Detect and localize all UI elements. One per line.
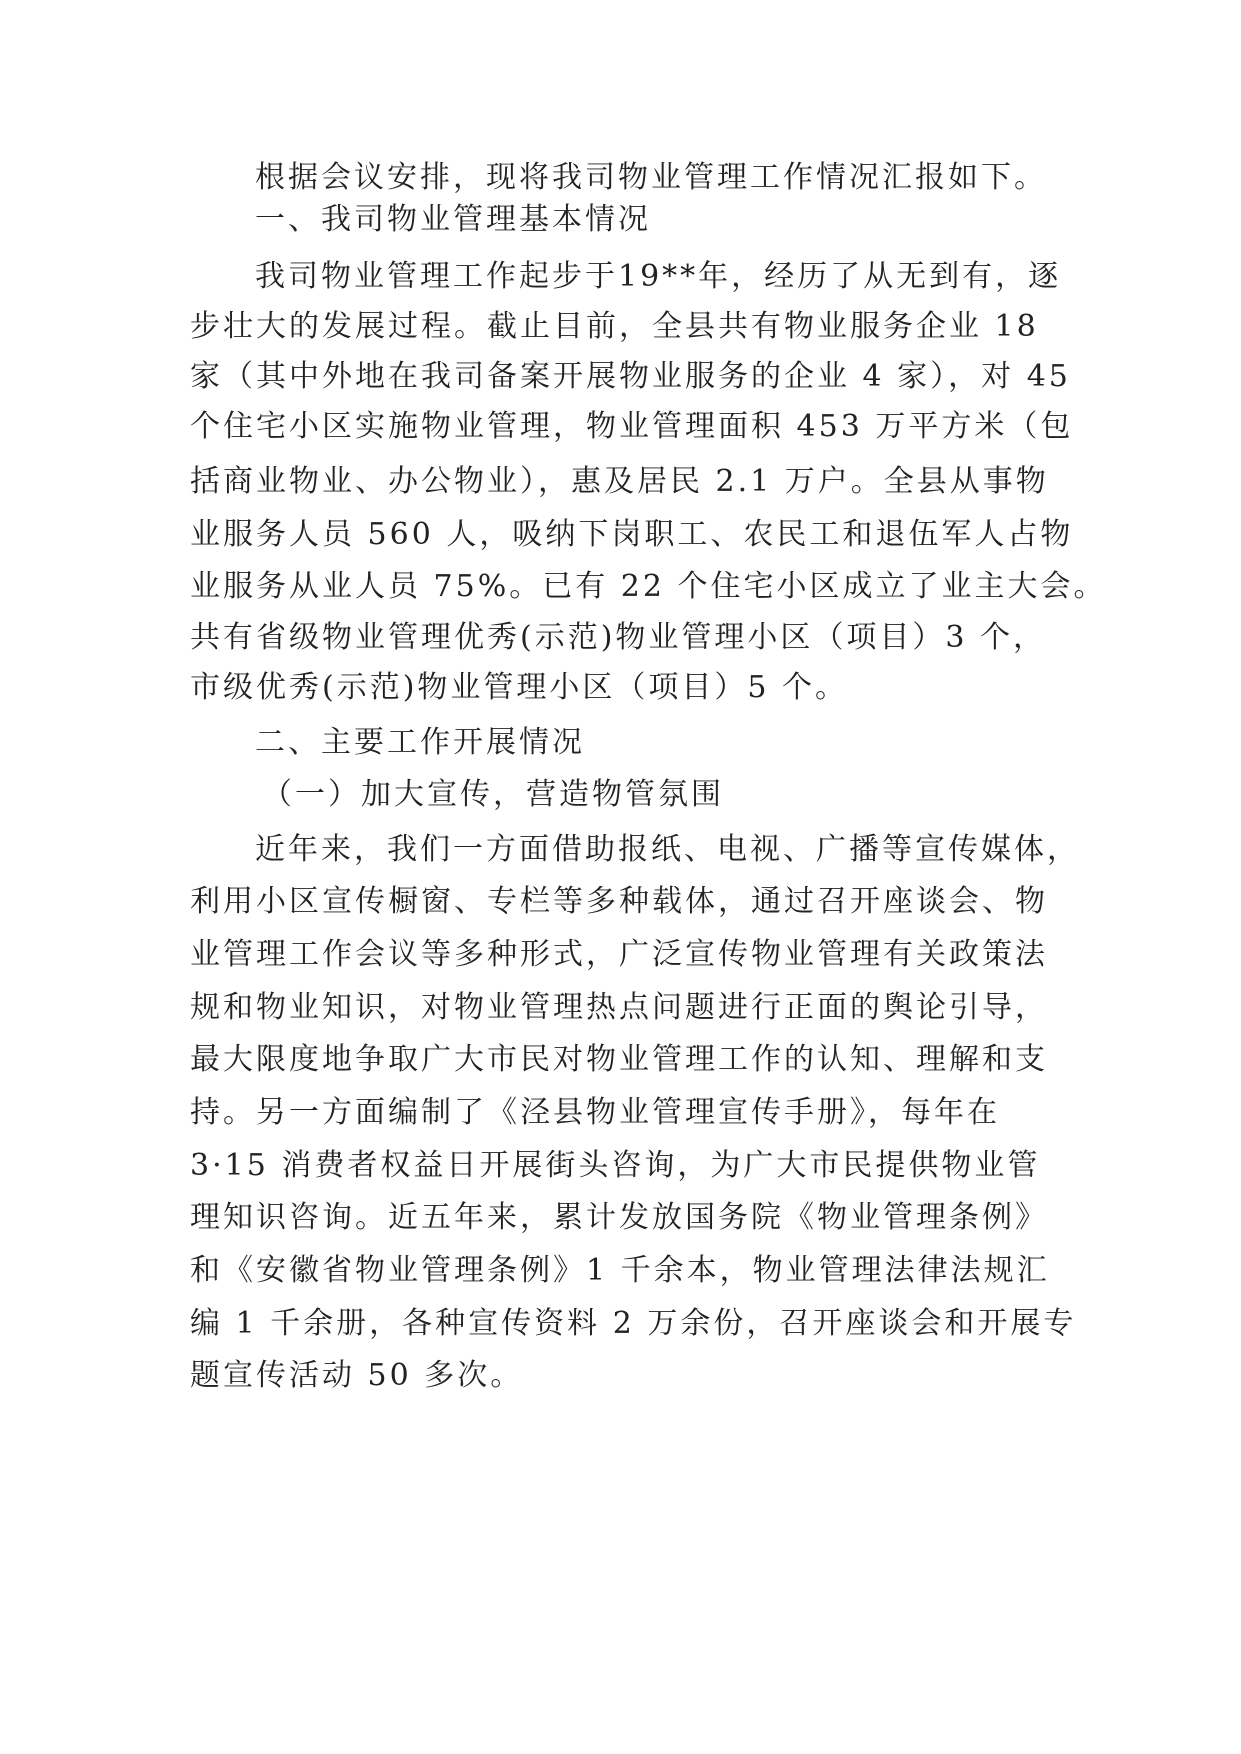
paragraph-line: 持。另一方面编制了《泾县物业管理宣传手册》，每年在 [190, 1095, 1000, 1130]
paragraph-line: 家（其中外地在我司备案开展物业服务的企业 4 家），对 45 [190, 359, 1071, 394]
paragraph-line: 市级优秀(示范)物业管理小区（项目）5 个。 [190, 670, 849, 705]
paragraph-line: 业服务从业人员 75%。已有 22 个住宅小区成立了业主大会。 [190, 569, 1107, 604]
paragraph-line: 规和物业知识，对物业管理热点问题进行正面的舆论引导， [190, 990, 1048, 1025]
paragraph-line: 共有省级物业管理优秀(示范)物业管理小区（项目）3 个， [190, 620, 1047, 655]
section-heading-2: 二、主要工作开展情况 [255, 725, 585, 760]
paragraph-line: 3·15 消费者权益日开展街头咨询，为广大市民提供物业管 [190, 1148, 1041, 1183]
paragraph-line: 和《安徽省物业管理条例》1 千余本，物业管理法律法规汇 [190, 1253, 1050, 1288]
paragraph-line: 个住宅小区实施物业管理，物业管理面积 453 万平方米（包 [190, 409, 1074, 444]
subsection-heading-1: （一）加大宣传，营造物管氛围 [262, 777, 724, 812]
intro-paragraph: 根据会议安排，现将我司物业管理工作情况汇报如下。 [255, 160, 1047, 195]
paragraph-line: 最大限度地争取广大市民对物业管理工作的认知、理解和支 [190, 1042, 1048, 1077]
paragraph-line: 编 1 千余册，各种宣传资料 2 万余份，召开座谈会和开展专 [190, 1306, 1077, 1341]
paragraph-line: 利用小区宣传橱窗、专栏等多种载体，通过召开座谈会、物 [190, 884, 1048, 919]
section-heading-1: 一、我司物业管理基本情况 [255, 202, 651, 237]
paragraph-line: 业管理工作会议等多种形式，广泛宣传物业管理有关政策法 [190, 937, 1048, 972]
paragraph-line: 步壮大的发展过程。截止目前，全县共有物业服务企业 18 [190, 309, 1039, 344]
paragraph-line: 理知识咨询。近五年来，累计发放国务院《物业管理条例》 [190, 1200, 1048, 1235]
paragraph-line: 括商业物业、办公物业），惠及居民 2.1 万户。全县从事物 [190, 464, 1049, 499]
paragraph-line: 业服务人员 560 人，吸纳下岗职工、农民工和退伍军人占物 [190, 517, 1074, 552]
paragraph-line: 我司物业管理工作起步于19**年，经历了从无到有，逐 [255, 259, 1062, 294]
paragraph-line: 题宣传活动 50 多次。 [190, 1358, 524, 1393]
paragraph-line: 近年来，我们一方面借助报纸、电视、广播等宣传媒体， [255, 832, 1080, 867]
